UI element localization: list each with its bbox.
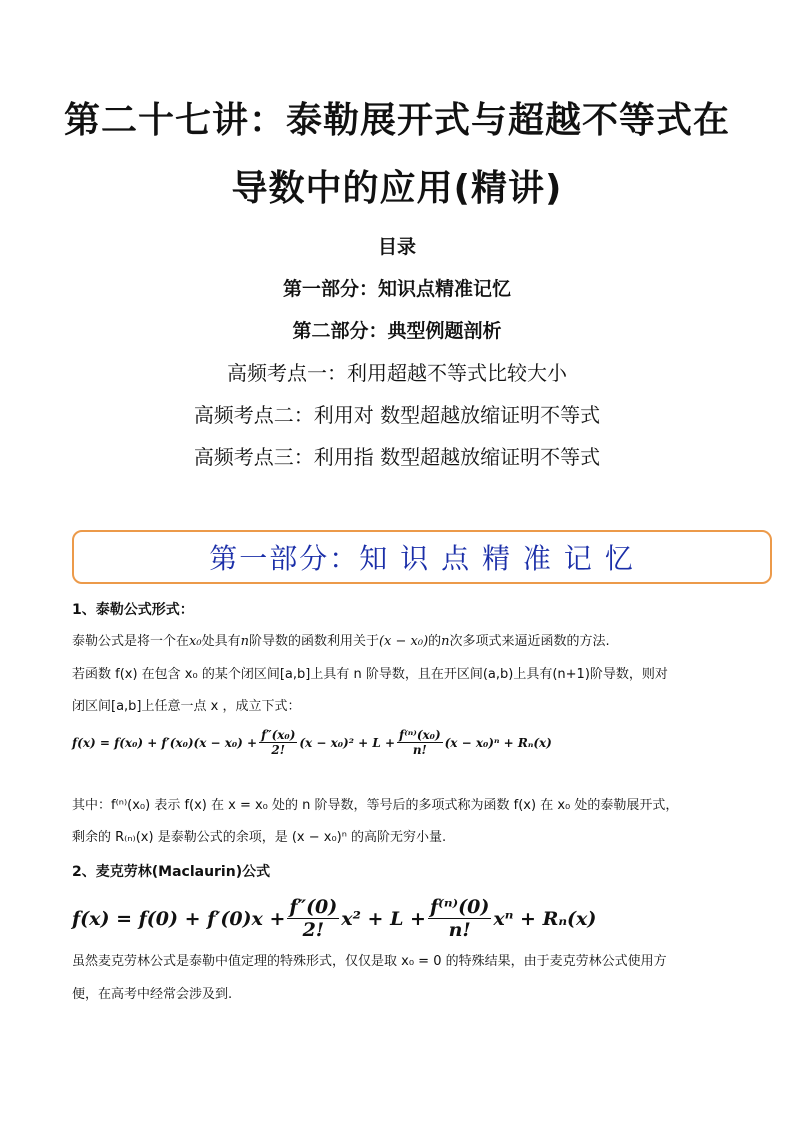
- toc-item3: 高频考点三：利用指 数型超越放缩证明不等式: [193, 445, 601, 469]
- taylor-p1-n2: n: [441, 634, 450, 649]
- taylor-paragraph-5: 剩余的 R₍ₙ₎(x) 是泰勒公式的余项，是 (x − x₀)ⁿ 的高阶无穷小量.: [72, 830, 447, 845]
- taylor-paragraph-2: 若函数 f(x) 在包含 x₀ 的某个闭区间[a,b]上具有 n 阶导数，且在开区间(a,b)上具有(n+1)阶导数，则对: [72, 667, 668, 682]
- toc-item2: 高频考点二：利用对 数型超越放缩证明不等式: [193, 403, 601, 427]
- taylor-p1-text-d: 的: [428, 634, 442, 649]
- maclaurin-fraction-2: [428, 896, 491, 941]
- maclaurin-formula-left: f(x) = f(0) + f′(0)x +: [72, 907, 286, 930]
- maclaurin-paragraph-1: 虽然麦克劳林公式是泰勒中值定理的特殊形式，仅仅是取 x₀ = 0 的特殊结果，由于麦克劳林公式使用方: [72, 954, 667, 969]
- taylor-formula-right: (x − x₀)ⁿ + Rₙ(x): [444, 735, 552, 750]
- toc-part2: 第二部分：典型例题剖析: [292, 320, 502, 342]
- taylor-frac2-denominator: n!: [412, 743, 427, 757]
- doc-title-line1: 第二十七讲：泰勒展开式与超越不等式在: [63, 100, 730, 141]
- taylor-paragraph-4: 其中：f⁽ⁿ⁾(x₀) 表示 f(x) 在 x = x₀ 处的 n 阶导数，等号后的多项式称为函数 f(x) 在 x₀ 处的泰勒展开式，: [72, 798, 679, 813]
- taylor-paragraph-1: [72, 632, 732, 652]
- taylor-formula: [72, 728, 552, 757]
- maclaurin-formula-right: xⁿ + Rₙ(x): [493, 907, 597, 930]
- section-title: 第一部分：知 识 点 精 准 记 忆: [209, 542, 635, 575]
- maclaurin-frac2-denominator: n!: [448, 919, 471, 941]
- maclaurin-frac1-numerator: f″(0): [289, 896, 338, 918]
- maclaurin-paragraph-2: 便，在高考中经常会涉及到.: [72, 987, 233, 1002]
- maclaurin-frac2-numerator: f⁽ⁿ⁾(0): [429, 896, 490, 918]
- maclaurin-fraction-1: [287, 896, 339, 941]
- taylor-frac1-numerator: f″(x₀): [261, 728, 296, 742]
- taylor-fraction-2: [397, 728, 443, 757]
- taylor-p1-xx0: (x − x₀): [378, 634, 429, 649]
- taylor-frac2-numerator: f⁽ⁿ⁾(x₀): [399, 728, 441, 742]
- toc-item1: 高频考点一：利用超越不等式比较大小: [227, 361, 567, 385]
- taylor-p1-text-b: 处具有: [201, 634, 241, 649]
- toc-heading: 目录: [377, 236, 416, 258]
- taylor-heading: 1、泰勒公式形式：: [72, 602, 194, 618]
- taylor-p1-text-c: 阶导数的函数利用关于: [248, 634, 379, 649]
- taylor-formula-left: f(x) = f(x₀) + f′(x₀)(x − x₀) +: [72, 735, 258, 750]
- maclaurin-frac1-denominator: 2!: [302, 919, 325, 941]
- doc-title-line2: 导数中的应用(精讲): [231, 168, 563, 209]
- taylor-p1-text-a: 泰勒公式是将一个在: [72, 634, 190, 649]
- taylor-formula-mid: (x − x₀)² + L +: [299, 735, 396, 750]
- taylor-frac1-denominator: 2!: [271, 743, 286, 757]
- maclaurin-heading: 2、麦克劳林(Maclaurin)公式: [72, 864, 271, 880]
- taylor-p1-n: n: [240, 634, 249, 649]
- maclaurin-formula: [72, 896, 596, 941]
- section-banner: [72, 530, 772, 584]
- maclaurin-formula-mid: x² + L +: [341, 907, 426, 930]
- taylor-p1-x0: x₀: [189, 634, 202, 649]
- taylor-p1-text-e: 次多项式来逼近函数的方法.: [449, 634, 610, 649]
- taylor-paragraph-3: 闭区间[a,b]上任意一点 x ，成立下式：: [72, 699, 301, 714]
- taylor-fraction-1: [259, 728, 297, 757]
- toc-part1: 第一部分：知识点精准记忆: [282, 278, 511, 300]
